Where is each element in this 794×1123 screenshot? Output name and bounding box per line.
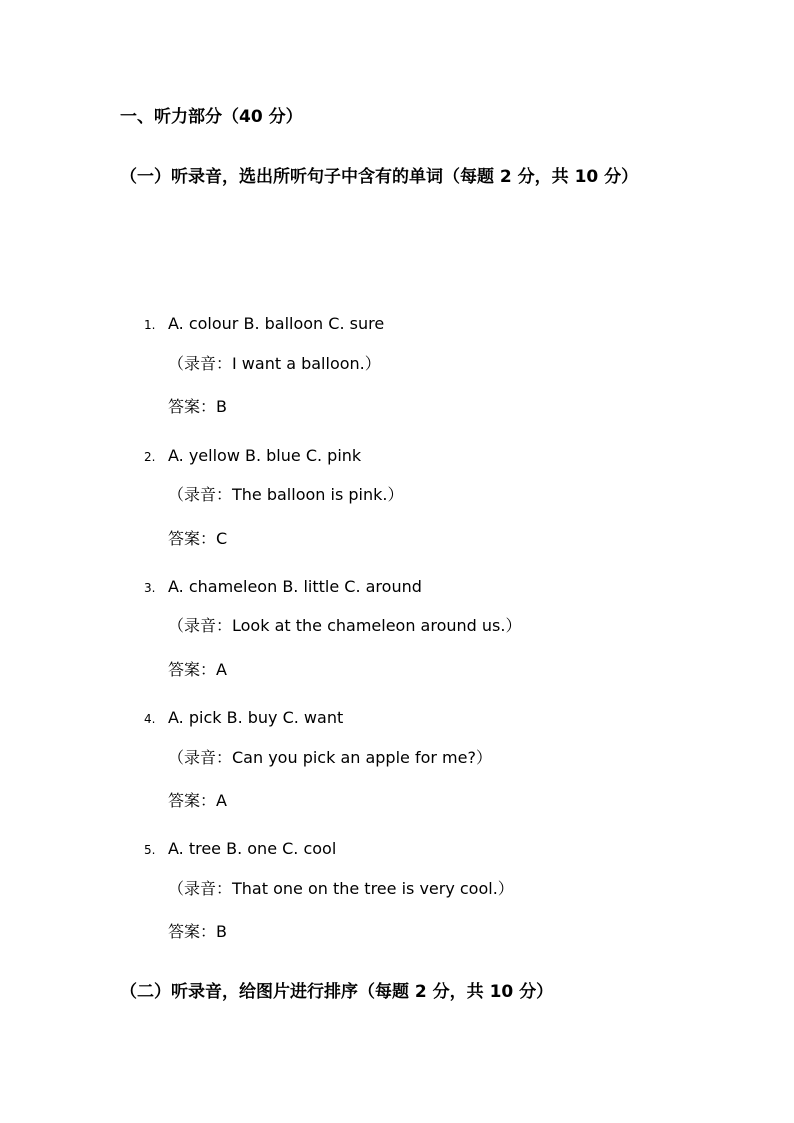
question-4-options: A. pick B. buy C. want <box>168 708 344 727</box>
question-1-answer: 答案：B <box>168 397 227 416</box>
question-5-options: A. tree B. one C. cool <box>168 839 337 858</box>
question-5-answer: 答案：B <box>168 922 227 941</box>
question-4-number: 4. <box>144 712 156 726</box>
question-1-options: A. colour B. balloon C. sure <box>168 314 385 333</box>
question-3-number: 3. <box>144 581 156 595</box>
question-1-audio: （录音：I want a balloon.） <box>168 354 381 373</box>
question-3-options: A. chameleon B. little C. around <box>168 577 422 596</box>
question-2-options: A. yellow B. blue C. pink <box>168 446 362 465</box>
part1-title: （一）听录音，选出所听句子中含有的单词（每题 2 分，共 10 分） <box>120 167 639 187</box>
question-2-audio: （录音：The balloon is pink.） <box>168 485 404 504</box>
question-2-number: 2. <box>144 450 156 464</box>
question-3-audio: （录音：Look at the chameleon around us.） <box>168 616 522 635</box>
part2-title: （二）听录音，给图片进行排序（每题 2 分，共 10 分） <box>120 982 554 1002</box>
question-4-answer: 答案：A <box>168 791 227 810</box>
section-title: 一、听力部分（40 分） <box>120 107 303 127</box>
question-5-number: 5. <box>144 843 156 857</box>
question-4-audio: （录音：Can you pick an apple for me?） <box>168 748 492 767</box>
question-5-audio: （录音：That one on the tree is very cool.） <box>168 879 514 898</box>
question-3-answer: 答案：A <box>168 660 227 679</box>
question-2-answer: 答案：C <box>168 529 228 548</box>
question-1-number: 1. <box>144 318 156 332</box>
